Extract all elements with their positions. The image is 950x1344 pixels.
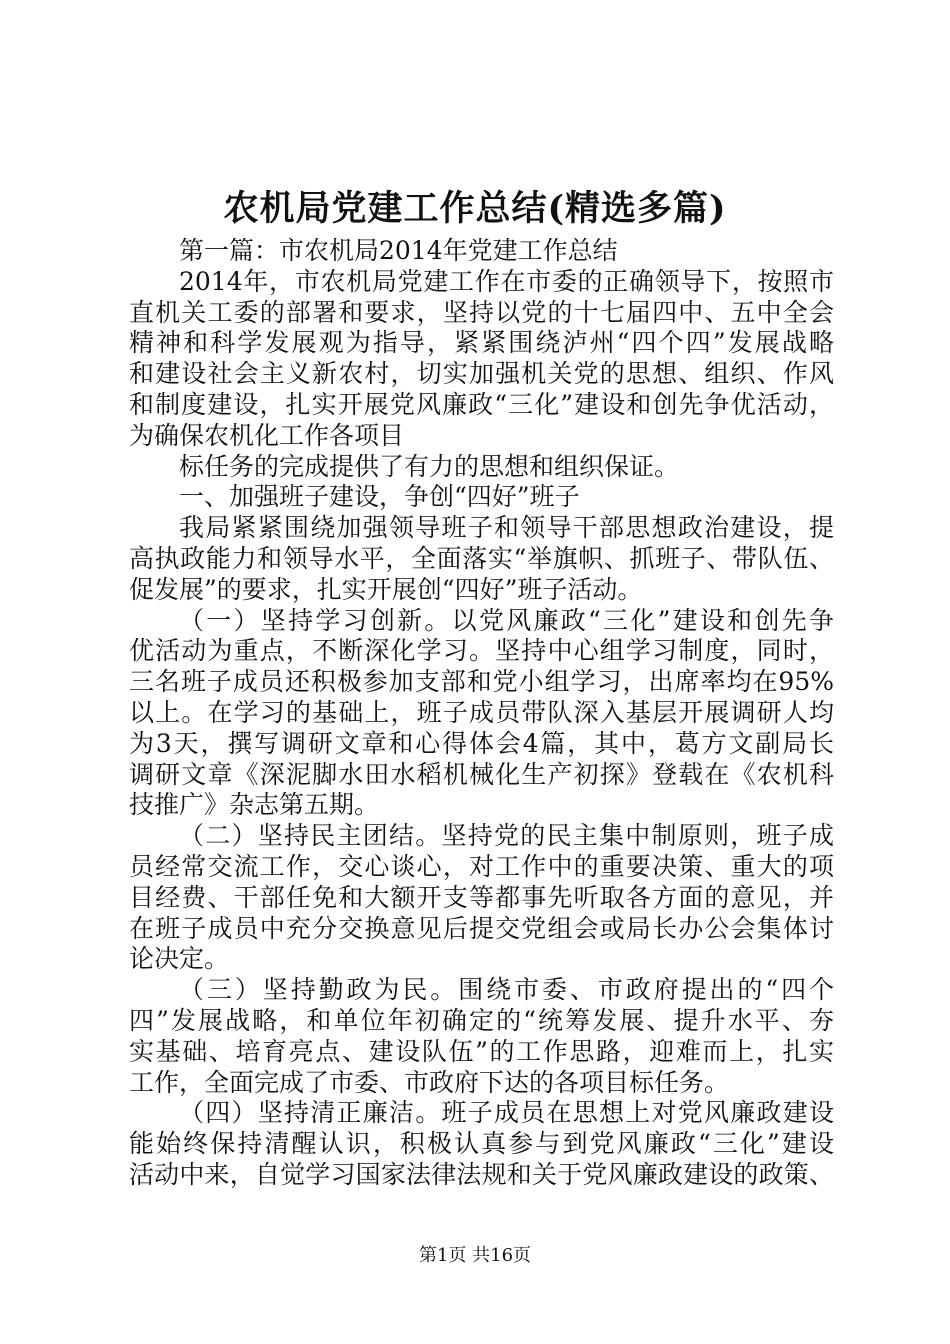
text-line: 我局紧紧围绕加强领导班子和领导干部思想政治建设，提 <box>179 513 834 543</box>
text-line: 高执政能力和领导水平，全面落实“举旗帜、抓班子、带队伍、 <box>129 543 834 573</box>
text-line: 实基础、培育亮点、建设队伍”的工作思路，迎难而上，扎实 <box>129 1036 834 1066</box>
text-line: 和制度建设，扎实开展党风廉政“三化”建设和创先争优活动， <box>129 389 834 419</box>
text-line: 调研文章《深泥脚水田水稻机械化生产初探》登载在《农机科 <box>129 759 834 789</box>
page-footer: 第1页 共16页 <box>418 1245 532 1266</box>
text-line: 能始终保持清醒认识，积极认真参与到党风廉政“三化”建设 <box>129 1129 834 1159</box>
text-line: 技推广》杂志第五期。 <box>129 790 380 820</box>
text-line: 精神和科学发展观为指导，紧紧围绕泸州“四个四”发展战略 <box>129 328 834 358</box>
text-line: 三名班子成员还积极参加支部和党小组学习，出席率均在95% <box>129 667 834 697</box>
text-line: （一）坚持学习创新。以党风廉政“三化”建设和创先争 <box>179 605 834 635</box>
text-line: 工作，全面完成了市委、市政府下达的各项目标任务。 <box>129 1067 730 1097</box>
document-body <box>129 236 834 1191</box>
text-line: 论决定。 <box>129 944 230 974</box>
text-line: 优活动为重点，不断深化学习。坚持中心组学习制度，同时， <box>129 636 834 666</box>
text-line: 活动中来，自觉学习国家法律法规和关于党风廉政建设的政策、 <box>129 1159 834 1189</box>
text-line: 一、加强班子建设，争创“四好”班子 <box>179 482 580 512</box>
text-line: 在班子成员中充分交换意见后提交党组会或局长办公会集体讨 <box>129 913 834 943</box>
text-line: 员经常交流工作，交心谈心，对工作中的重要决策、重大的项 <box>129 851 834 881</box>
text-line: 直机关工委的部署和要求，坚持以党的十七届四中、五中全会 <box>129 297 834 327</box>
text-line: 为3天，撰写调研文章和心得体会4篇，其中，葛方文副局长 <box>129 728 834 758</box>
text-line: （三）坚持勤政为民。围绕市委、市政府提出的“四个 <box>179 975 834 1005</box>
text-line: 促发展”的要求，扎实开展创“四好”班子活动。 <box>129 574 643 604</box>
document-title: 农机局党建工作总结(精选多篇) <box>223 188 727 229</box>
text-line: 目经费、干部任免和大额开支等都事先听取各方面的意见，并 <box>129 882 834 912</box>
text-line: （四）坚持清正廉洁。班子成员在思想上对党风廉政建设 <box>179 1098 834 1128</box>
text-line: 为确保农机化工作各项目 <box>129 420 405 450</box>
text-line: （二）坚持民主团结。坚持党的民主集中制原则，班子成 <box>179 821 834 851</box>
text-line: 以上。在学习的基础上，班子成员带队深入基层开展调研人均 <box>129 697 834 727</box>
text-line: 四”发展战略，和单位年初确定的“统筹发展、提升水平、夯 <box>129 1005 834 1035</box>
text-line: 第一篇：市农机局2014年党建工作总结 <box>179 236 618 265</box>
text-line: 2014年，市农机局党建工作在市委的正确领导下，按照市 <box>179 266 834 296</box>
text-line: 标任务的完成提供了有力的思想和组织保证。 <box>179 451 680 481</box>
text-line: 和建设社会主义新农村，切实加强机关党的思想、组织、作风 <box>129 359 834 389</box>
